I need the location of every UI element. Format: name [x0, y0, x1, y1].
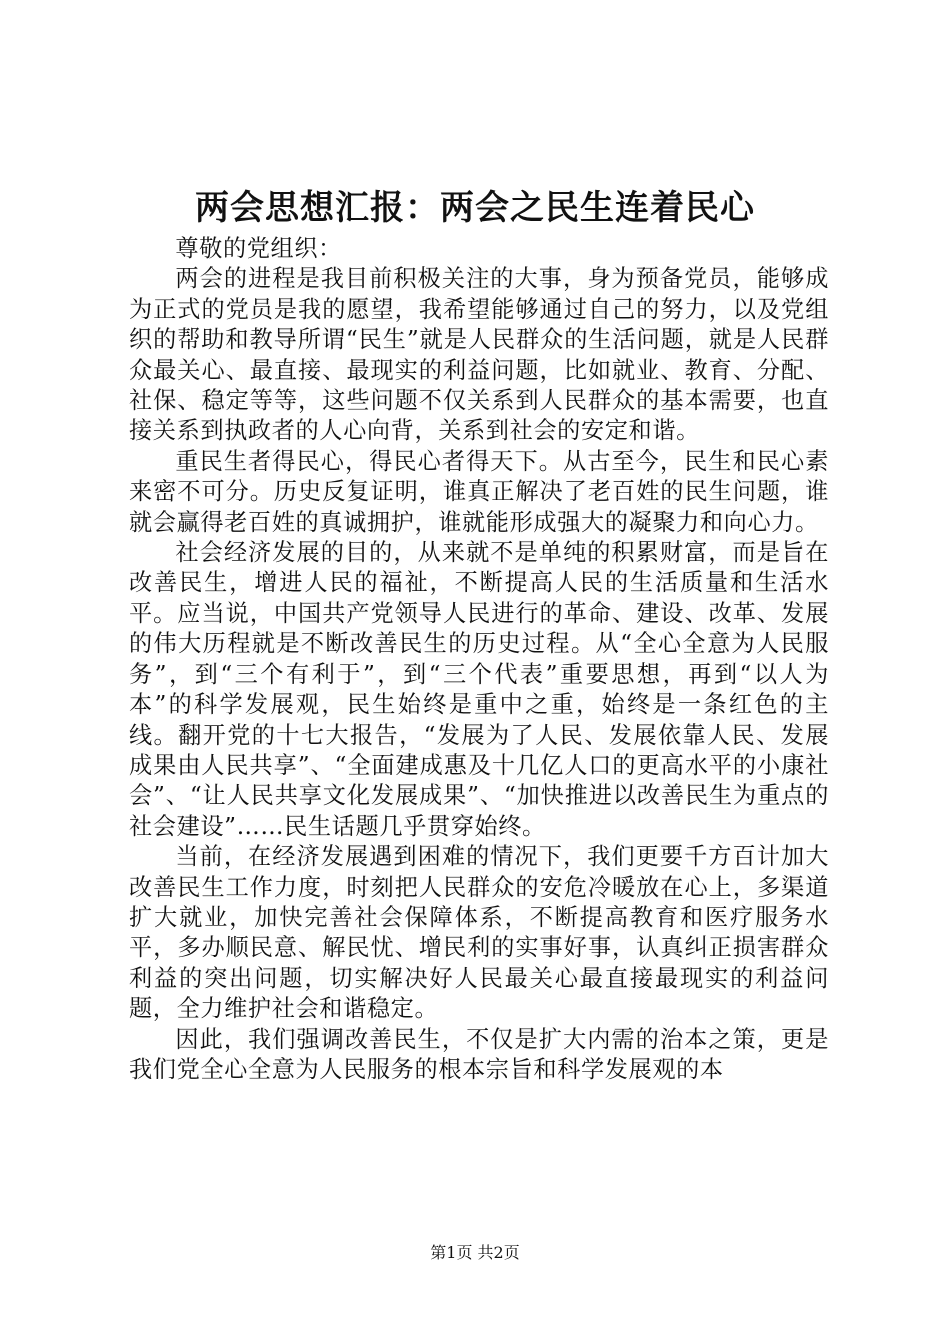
- document-title: 两会思想汇报：两会之民生连着民心: [195, 188, 755, 228]
- page-number-footer: 第1页 共2页: [430, 1243, 520, 1262]
- paragraph: 当前，在经济发展遇到困难的情况下，我们更要千方百计加大改善民生工作力度，时刻把人民群众的安危冷暖放在心上，多渠道扩大就业，加快完善社会保障体系，不断提高教育和医疗服务水平，多办顺民意、解民忧、增民利的实事好事，认真纠正损害群众利益的突出问题，切实解决好人民最关心最直接最现实的利益问题，全力维护社会和谐稳定。: [129, 843, 829, 1023]
- paragraph: 两会的进程是我目前积极关注的大事，身为预备党员，能够成为正式的党员是我的愿望，我希望能够通过自己的努力，以及党组织的帮助和教导所谓“民生”就是人民群众的生活问题，就是人民群众最关心、最直接、最现实的利益问题，比如就业、教育、分配、社保、稳定等等，这些问题不仅关系到人民群众的基本需要，也直接关系到执政者的人心向背，关系到社会的安定和谐。: [129, 265, 829, 445]
- paragraph: 因此，我们强调改善民生，不仅是扩大内需的治本之策，更是我们党全心全意为人民服务的根本宗旨和科学发展观的本: [129, 1025, 829, 1083]
- document-body: [129, 234, 829, 1085]
- salutation: 尊敬的党组织：: [175, 235, 342, 262]
- paragraph: 社会经济发展的目的，从来就不是单纯的积累财富，而是旨在改善民生，增进人民的福祉，不断提高人民的生活质量和生活水平。应当说，中国共产党领导人民进行的革命、建设、改革、发展的伟大历程就是不断改善民生的历史过程。从“全心全意为人民服务”，到“三个有利于”，到“三个代表”重要思想，再到“以人为本”的科学发展观，民生始终是重中之重，始终是一条红色的主线。翻开党的十七大报告，“发展为了人民、发展依靠人民、发展成果由人民共享”、“全面建成惠及十几亿人口的更高水平的小康社会”、“让人民共享文化发展成果”、“加快推进以改善民生为重点的社会建设”……民生话题几乎贯穿始终。: [129, 539, 829, 840]
- paragraph: 重民生者得民心，得民心者得天下。从古至今，民生和民心素来密不可分。历史反复证明，谁真正解决了老百姓的民生问题，谁就会赢得老百姓的真诚拥护，谁就能形成强大的凝聚力和向心力。: [129, 447, 829, 536]
